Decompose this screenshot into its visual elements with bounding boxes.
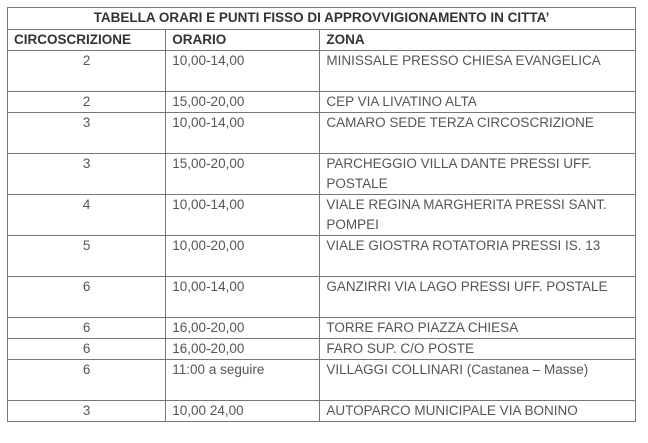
cell-orario: 16,00-20,00 <box>166 318 320 339</box>
cell-orario: 10,00-14,00 <box>166 277 320 318</box>
cell-orario: 15,00-20,00 <box>166 92 320 113</box>
table-row <box>8 318 636 339</box>
table-row <box>8 360 636 401</box>
table-row <box>8 113 636 154</box>
cell-circoscrizione: 6 <box>8 360 166 401</box>
cell-zona: FARO SUP. C/O POSTE <box>320 339 636 360</box>
cell-orario: 15,00-20,00 <box>166 154 320 195</box>
header-row <box>8 30 636 51</box>
title-row <box>8 8 636 30</box>
cell-circoscrizione: 3 <box>8 401 166 422</box>
schedule-table <box>7 7 636 422</box>
header-zona: ZONA <box>320 30 636 51</box>
cell-circoscrizione: 6 <box>8 339 166 360</box>
table-row <box>8 195 636 236</box>
cell-zona: VIALE REGINA MARGHERITA PRESSI SANT. POMPEI <box>320 195 636 236</box>
cell-circoscrizione: 2 <box>8 51 166 92</box>
cell-orario: 10,00-14,00 <box>166 195 320 236</box>
cell-zona: VILLAGGI COLLINARI (Castanea – Masse) <box>320 360 636 401</box>
table-row <box>8 401 636 422</box>
cell-orario: 11:00 a seguire <box>166 360 320 401</box>
cell-circoscrizione: 3 <box>8 154 166 195</box>
cell-zona: MINISSALE PRESSO CHIESA EVANGELICA <box>320 51 636 92</box>
cell-circoscrizione: 6 <box>8 277 166 318</box>
cell-orario: 16,00-20,00 <box>166 339 320 360</box>
cell-circoscrizione: 3 <box>8 113 166 154</box>
table-title: TABELLA ORARI E PUNTI FISSO DI APPROVVIGIONAMENTO IN CITTA’ <box>8 8 636 30</box>
table-row <box>8 154 636 195</box>
table-row <box>8 236 636 277</box>
cell-zona: AUTOPARCO MUNICIPALE VIA BONINO <box>320 401 636 422</box>
cell-orario: 10,00-14,00 <box>166 51 320 92</box>
table-row <box>8 92 636 113</box>
header-circoscrizione: CIRCOSCRIZIONE <box>8 30 166 51</box>
cell-zona: CEP VIA LIVATINO ALTA <box>320 92 636 113</box>
cell-circoscrizione: 4 <box>8 195 166 236</box>
cell-orario: 10,00-20,00 <box>166 236 320 277</box>
header-orario: ORARIO <box>166 30 320 51</box>
cell-zona: CAMARO SEDE TERZA CIRCOSCRIZIONE <box>320 113 636 154</box>
cell-circoscrizione: 2 <box>8 92 166 113</box>
table-row <box>8 339 636 360</box>
cell-orario: 10,00-14,00 <box>166 113 320 154</box>
cell-zona: VIALE GIOSTRA ROTATORIA PRESSI IS. 13 <box>320 236 636 277</box>
table-row <box>8 51 636 92</box>
cell-zona: GANZIRRI VIA LAGO PRESSI UFF. POSTALE <box>320 277 636 318</box>
cell-zona: TORRE FARO PIAZZA CHIESA <box>320 318 636 339</box>
cell-orario: 10,00 24,00 <box>166 401 320 422</box>
table-row <box>8 277 636 318</box>
cell-circoscrizione: 6 <box>8 318 166 339</box>
cell-circoscrizione: 5 <box>8 236 166 277</box>
cell-zona: PARCHEGGIO VILLA DANTE PRESSI UFF. POSTALE <box>320 154 636 195</box>
